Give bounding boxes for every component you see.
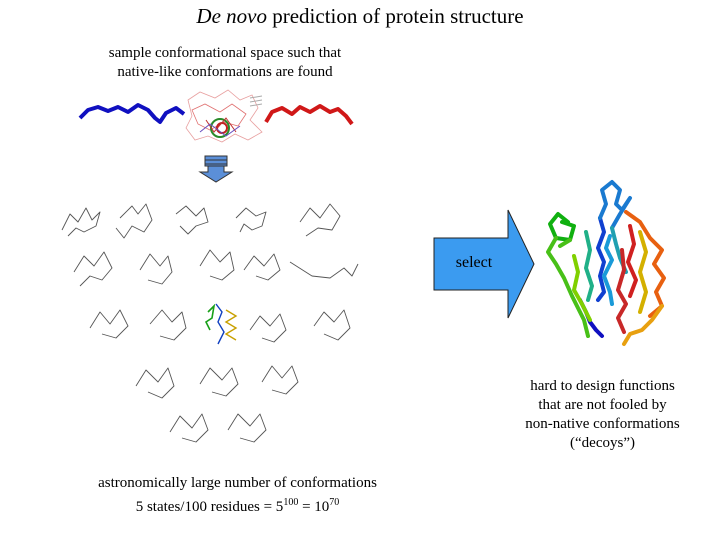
select-label: select (455, 254, 493, 271)
decoy-note (490, 377, 715, 453)
formula-exponent-2: 70 (329, 497, 340, 508)
subtitle-line-1: sample conformational space such that (108, 45, 342, 61)
conformation-count-line-2 (60, 493, 415, 517)
decoy-note-line-1: hard to design functions (530, 378, 675, 394)
decoy-note-line-3: non-native conformations (525, 416, 680, 432)
down-arrow (200, 156, 232, 182)
subtitle-line-2: native-like conformations are found (117, 64, 333, 80)
title-rest: prediction of protein structure (266, 4, 524, 28)
formula-exponent-1: 100 (283, 497, 299, 508)
formula-equals: = 10 (298, 499, 330, 515)
native-like-conformation (206, 304, 236, 344)
conformation-cloud (186, 90, 262, 142)
decoy-note-line-4: (“decoys”) (570, 435, 635, 451)
formula-prefix: 5 states/100 residues = 5 (135, 499, 284, 515)
decoy-note-line-2: that are not fooled by (538, 397, 667, 413)
title-italic: De novo (196, 4, 267, 28)
native-protein-structure (548, 182, 664, 344)
unfolded-chain-blue (80, 105, 184, 122)
decoy-grid (62, 204, 358, 442)
conformation-count-note (60, 474, 415, 517)
conformation-count-line-1: astronomically large number of conformations (98, 475, 377, 491)
unfolded-chain-red (266, 106, 352, 124)
